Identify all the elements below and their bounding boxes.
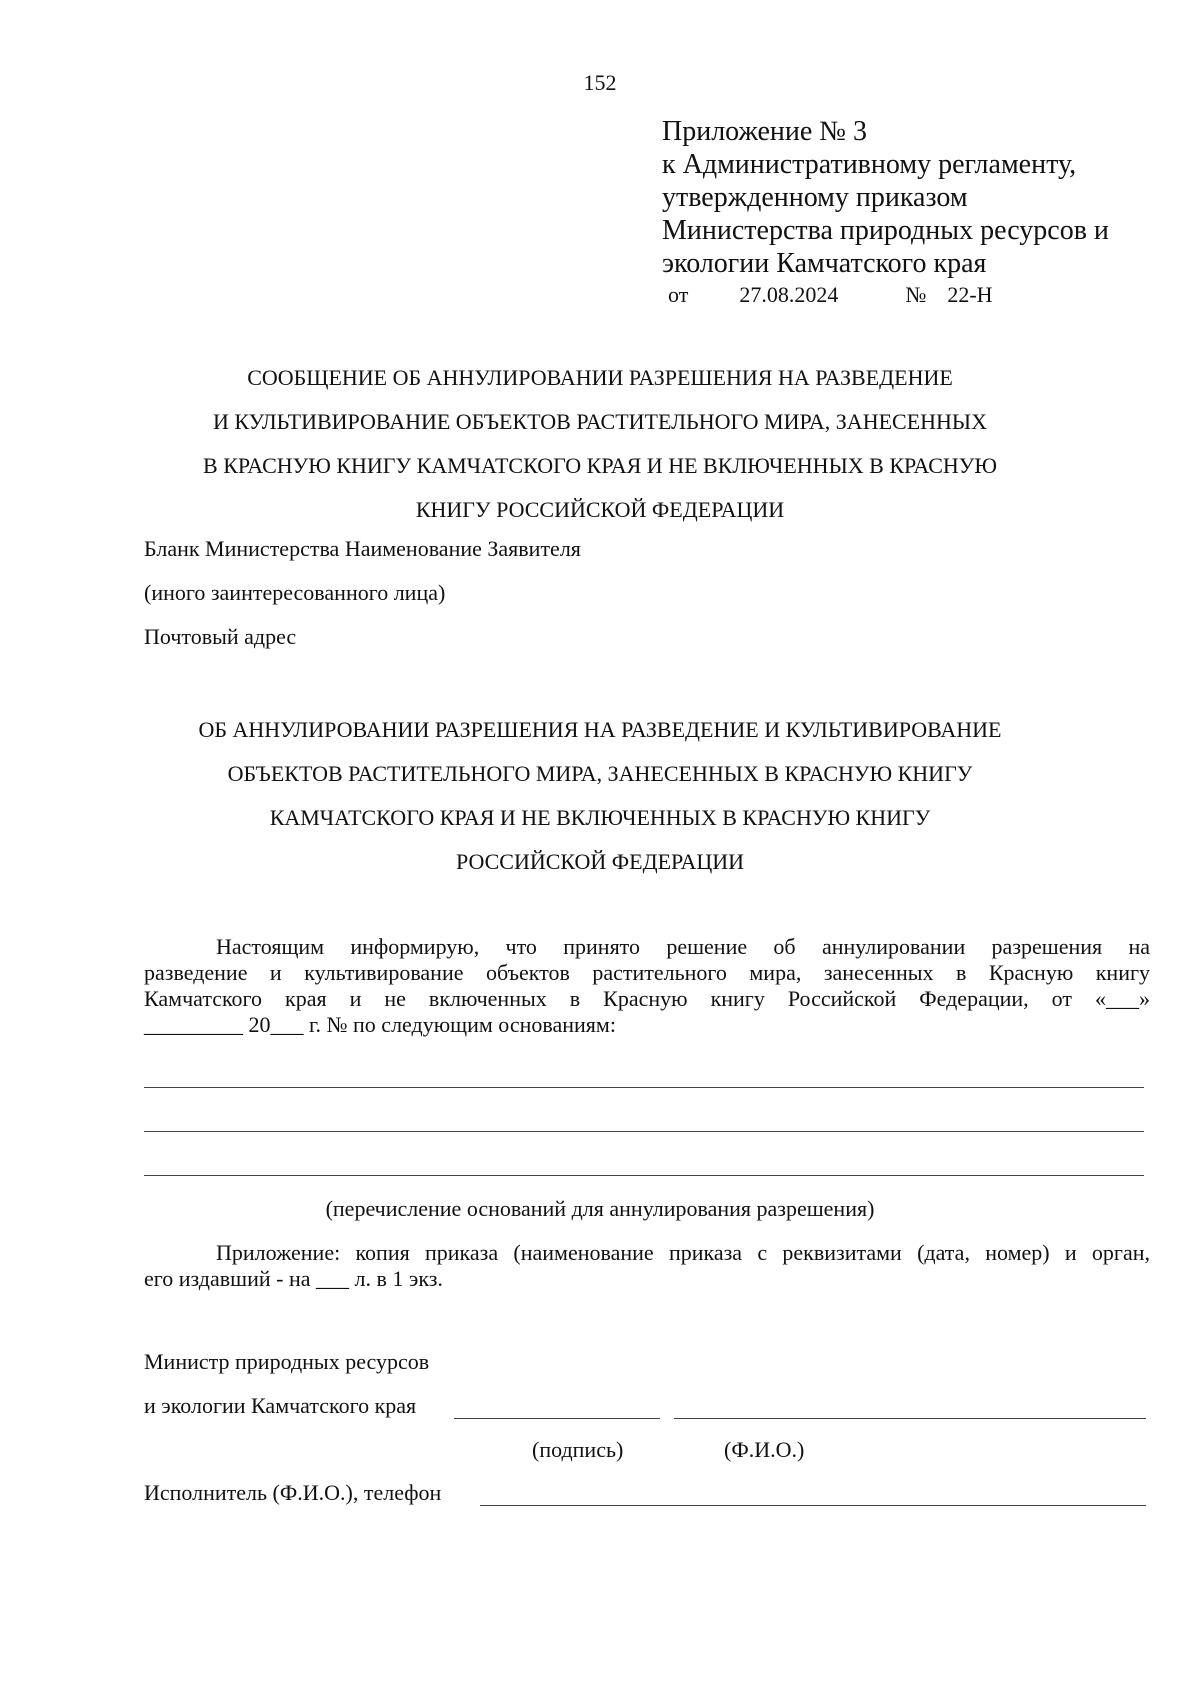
name-caption: (Ф.И.О.) — [724, 1437, 805, 1462]
body-line-1: Настоящим информирую, что принято решение об аннулировании разрешения на — [216, 934, 1150, 959]
name-line — [674, 1418, 1146, 1419]
body-line-3: Камчатского края и не включенных в Красную книгу Российской Федерации, от «___» — [144, 986, 1150, 1011]
title-line-2: И КУЛЬТИВИРОВАНИЕ ОБЪЕКТОВ РАСТИТЕЛЬНОГО МИРА, ЗАНЕСЕННЫХ — [213, 409, 987, 434]
minister-title-1: Министр природных ресурсов — [144, 1349, 430, 1374]
minister-title-2: и экологии Камчатского края — [144, 1393, 417, 1418]
subject-line-4: РОССИЙСКОЙ ФЕДЕРАЦИИ — [455, 849, 745, 874]
attachment-line-2: его издавший - на ___ л. в 1 экз. — [144, 1266, 443, 1291]
appendix-line-4: Министерства природных ресурсов и — [662, 215, 1109, 246]
subject-title — [0, 708, 1200, 884]
postal-address-field: Почтовый адрес — [144, 624, 297, 649]
body-line-2: разведение и культивирование объектов растительного мира, занесенных в Красную книгу — [144, 960, 1150, 985]
page-number: 152 — [583, 70, 617, 95]
title-line-4: КНИГУ РОССИЙСКОЙ ФЕДЕРАЦИИ — [415, 497, 785, 522]
letterhead-field: Бланк Министерства Наименование Заявителя — [144, 536, 581, 561]
number-label: № — [905, 282, 927, 307]
signature-line — [454, 1418, 660, 1419]
title-line-1: СООБЩЕНИЕ ОБ АННУЛИРОВАНИИ РАЗРЕШЕНИЯ НА РАЗВЕДЕНИЕ — [247, 365, 953, 390]
attachment-paragraph — [144, 1240, 1150, 1292]
grounds-caption: (перечисление оснований для аннулирования разрешения) — [325, 1196, 875, 1221]
appendix-header — [662, 115, 1109, 280]
executor-line — [480, 1505, 1146, 1506]
appendix-line-3: утвержденному приказом — [662, 182, 968, 213]
from-label: от — [668, 282, 689, 307]
grounds-line-3 — [144, 1175, 1144, 1176]
body-line-4: _________ 20___ г. № по следующим основаниям: — [144, 1012, 616, 1037]
signature-caption: (подпись) — [532, 1437, 624, 1462]
interested-person-field: (иного заинтересованного лица) — [144, 580, 446, 605]
order-date-line — [668, 282, 993, 308]
attachment-line-1: Приложение: копия приказа (наименование приказа с реквизитами (дата, номер) и орган, — [216, 1240, 1150, 1265]
order-date: 27.08.2024 — [739, 282, 839, 307]
subject-line-3: КАМЧАТСКОГО КРАЯ И НЕ ВКЛЮЧЕННЫХ В КРАСНУЮ КНИГУ — [269, 805, 931, 830]
appendix-line-5: экологии Камчатского края — [662, 248, 987, 279]
subject-line-1: ОБ АННУЛИРОВАНИИ РАЗРЕШЕНИЯ НА РАЗВЕДЕНИЕ И КУЛЬТИВИРОВАНИЕ — [198, 717, 1002, 742]
body-paragraph — [144, 934, 1150, 1038]
subject-line-2: ОБЪЕКТОВ РАСТИТЕЛЬНОГО МИРА, ЗАНЕСЕННЫХ В КРАСНУЮ КНИГУ — [227, 761, 973, 786]
title-line-3: В КРАСНУЮ КНИГУ КАМЧАТСКОГО КРАЯ И НЕ ВКЛЮЧЕННЫХ В КРАСНУЮ — [203, 453, 997, 478]
order-number: 22-Н — [947, 282, 993, 307]
grounds-line-1 — [144, 1087, 1144, 1088]
document-title — [0, 356, 1200, 532]
executor-label: Исполнитель (Ф.И.О.), телефон — [144, 1480, 442, 1505]
appendix-line-1: Приложение № 3 — [662, 116, 867, 147]
appendix-line-2: к Административному регламенту, — [662, 149, 1077, 180]
grounds-line-2 — [144, 1131, 1144, 1132]
